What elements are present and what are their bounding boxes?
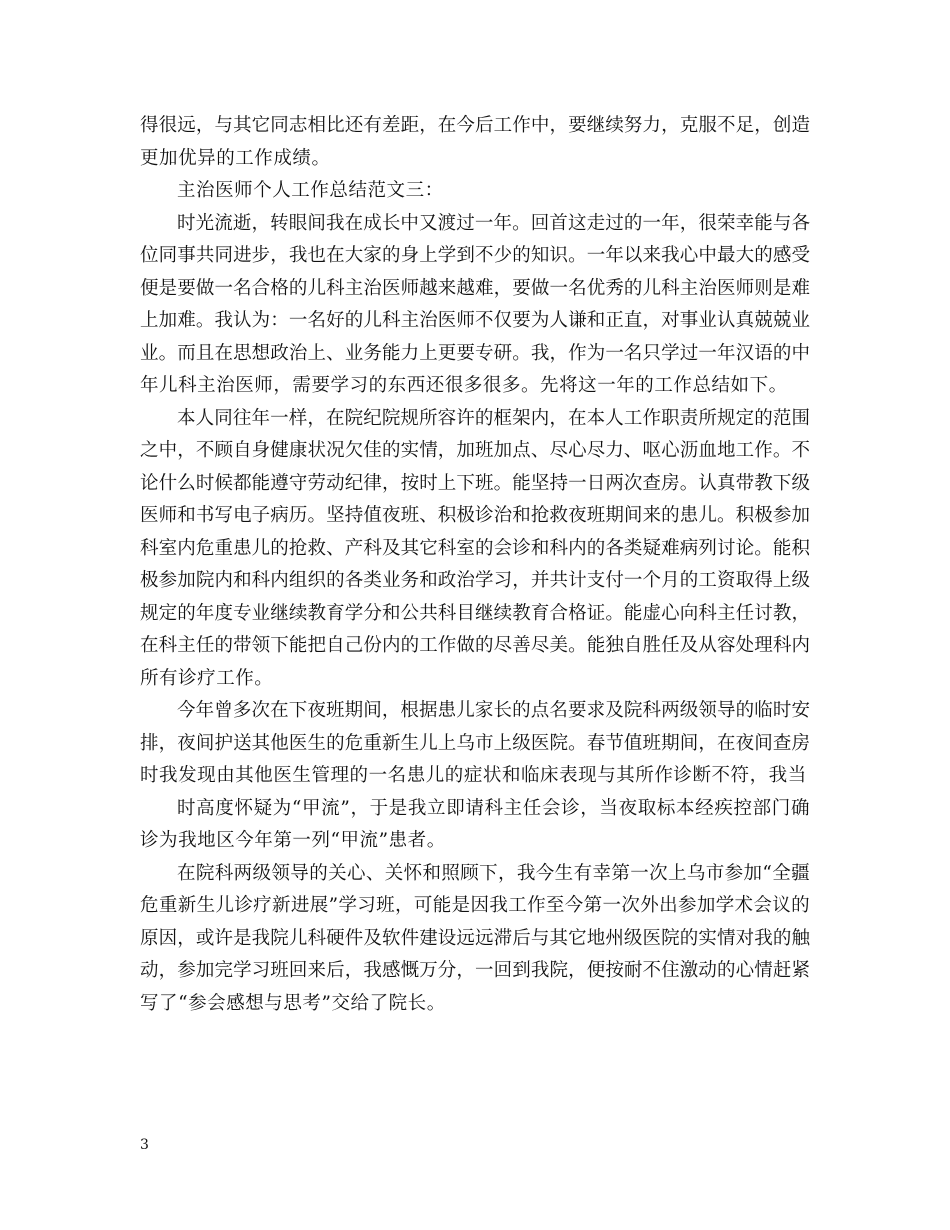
text-line: 上加难。我认为：一名好的儿科主治医师不仅要为人谦和正直，对事业认真兢兢业: [140, 310, 810, 331]
text-line: 之中，不顾自身健康状况欠佳的实情，加班加点、尽心尽力、呕心沥血地工作。不: [140, 440, 810, 461]
text-line: 规定的年度专业继续教育学分和公共科目继续教育合格证。能虚心向科主任讨教，: [140, 602, 810, 624]
text-line: 在院科两级领导的关心、关怀和照顾下，我今生有幸第一次上乌市参加“全疆: [177, 862, 810, 884]
text-line: 科室内危重患儿的抢救、产科及其它科室的会诊和科内的各类疑难病列讨论。能积: [140, 537, 810, 559]
text-line: 时高度怀疑为“甲流”，于是我立即请科主任会诊，当夜取标本经疾控部门确: [177, 797, 810, 819]
text-line: 业。而且在思想政治上、业务能力上更要专研。我，作为一名只学过一年汉语的中: [140, 342, 810, 364]
text-line: 在科主任的带领下能把自己份内的工作做的尽善尽美。能独自胜任及从容处理科内: [140, 635, 810, 656]
text-line: 今年曾多次在下夜班期间，根据患儿家长的点名要求及院科两级领导的临时安: [177, 700, 810, 721]
document-body: [140, 110, 810, 1020]
text-line: 主治医师个人工作总结范文三：: [177, 180, 444, 201]
text-line: 年儿科主治医师，需要学习的东西还很多很多。先将这一年的工作总结如下。: [140, 375, 788, 396]
text-line: 便是要做一名合格的儿科主治医师越来越难，要做一名优秀的儿科主治医师则是难: [140, 277, 810, 299]
text-line: 动，参加完学习班回来后，我感慨万分，一回到我院，便按耐不住激动的心情赶紧: [140, 960, 810, 981]
text-line: 诊为我地区今年第一列“甲流”患者。: [140, 830, 446, 851]
text-line: 极参加院内和科内组织的各类业务和政治学习，并共计支付一个月的工资取得上级: [140, 570, 810, 591]
text-line: 时我发现由其他医生管理的一名患儿的症状和临床表现与其所作诊断不符，我当: [140, 765, 807, 786]
text-line: 时光流逝，转眼间我在成长中又渡过一年。回首这走过的一年，很荣幸能与各: [177, 212, 810, 234]
text-line: 写了“参会感想与思考”交给了院长。: [140, 992, 446, 1014]
text-line: 医师和书写电子病历。坚持值夜班、积极诊治和抢救夜班期间来的患儿。积极参加: [140, 505, 810, 526]
page-number: 3: [140, 1137, 149, 1153]
text-line: 位同事共同进步，我也在大家的身上学到不少的知识。一年以来我心中最大的感受: [140, 245, 810, 266]
text-line: 本人同往年一样，在院纪院规所容许的框架内，在本人工作职责所规定的范围: [177, 407, 810, 429]
text-line: 更加优异的工作成绩。: [140, 147, 331, 169]
text-line: 得很远，与其它同志相比还有差距，在今后工作中，要继续努力，克服不足，创造: [140, 115, 810, 136]
text-line: 论什么时候都能遵守劳动纪律，按时上下班。能坚持一日两次查房。认真带教下级: [140, 472, 810, 494]
text-line: 排，夜间护送其他医生的危重新生儿上乌市上级医院。春节值班期间，在夜间查房: [140, 732, 810, 754]
text-line: 原因，或许是我院儿科硬件及软件建设远远滞后与其它地州级医院的实情对我的触: [140, 927, 810, 949]
text-line: 危重新生儿诊疗新进展”学习班，可能是因我工作至今第一次外出参加学术会议的: [140, 895, 810, 916]
text-line: 所有诊疗工作。: [140, 667, 274, 689]
